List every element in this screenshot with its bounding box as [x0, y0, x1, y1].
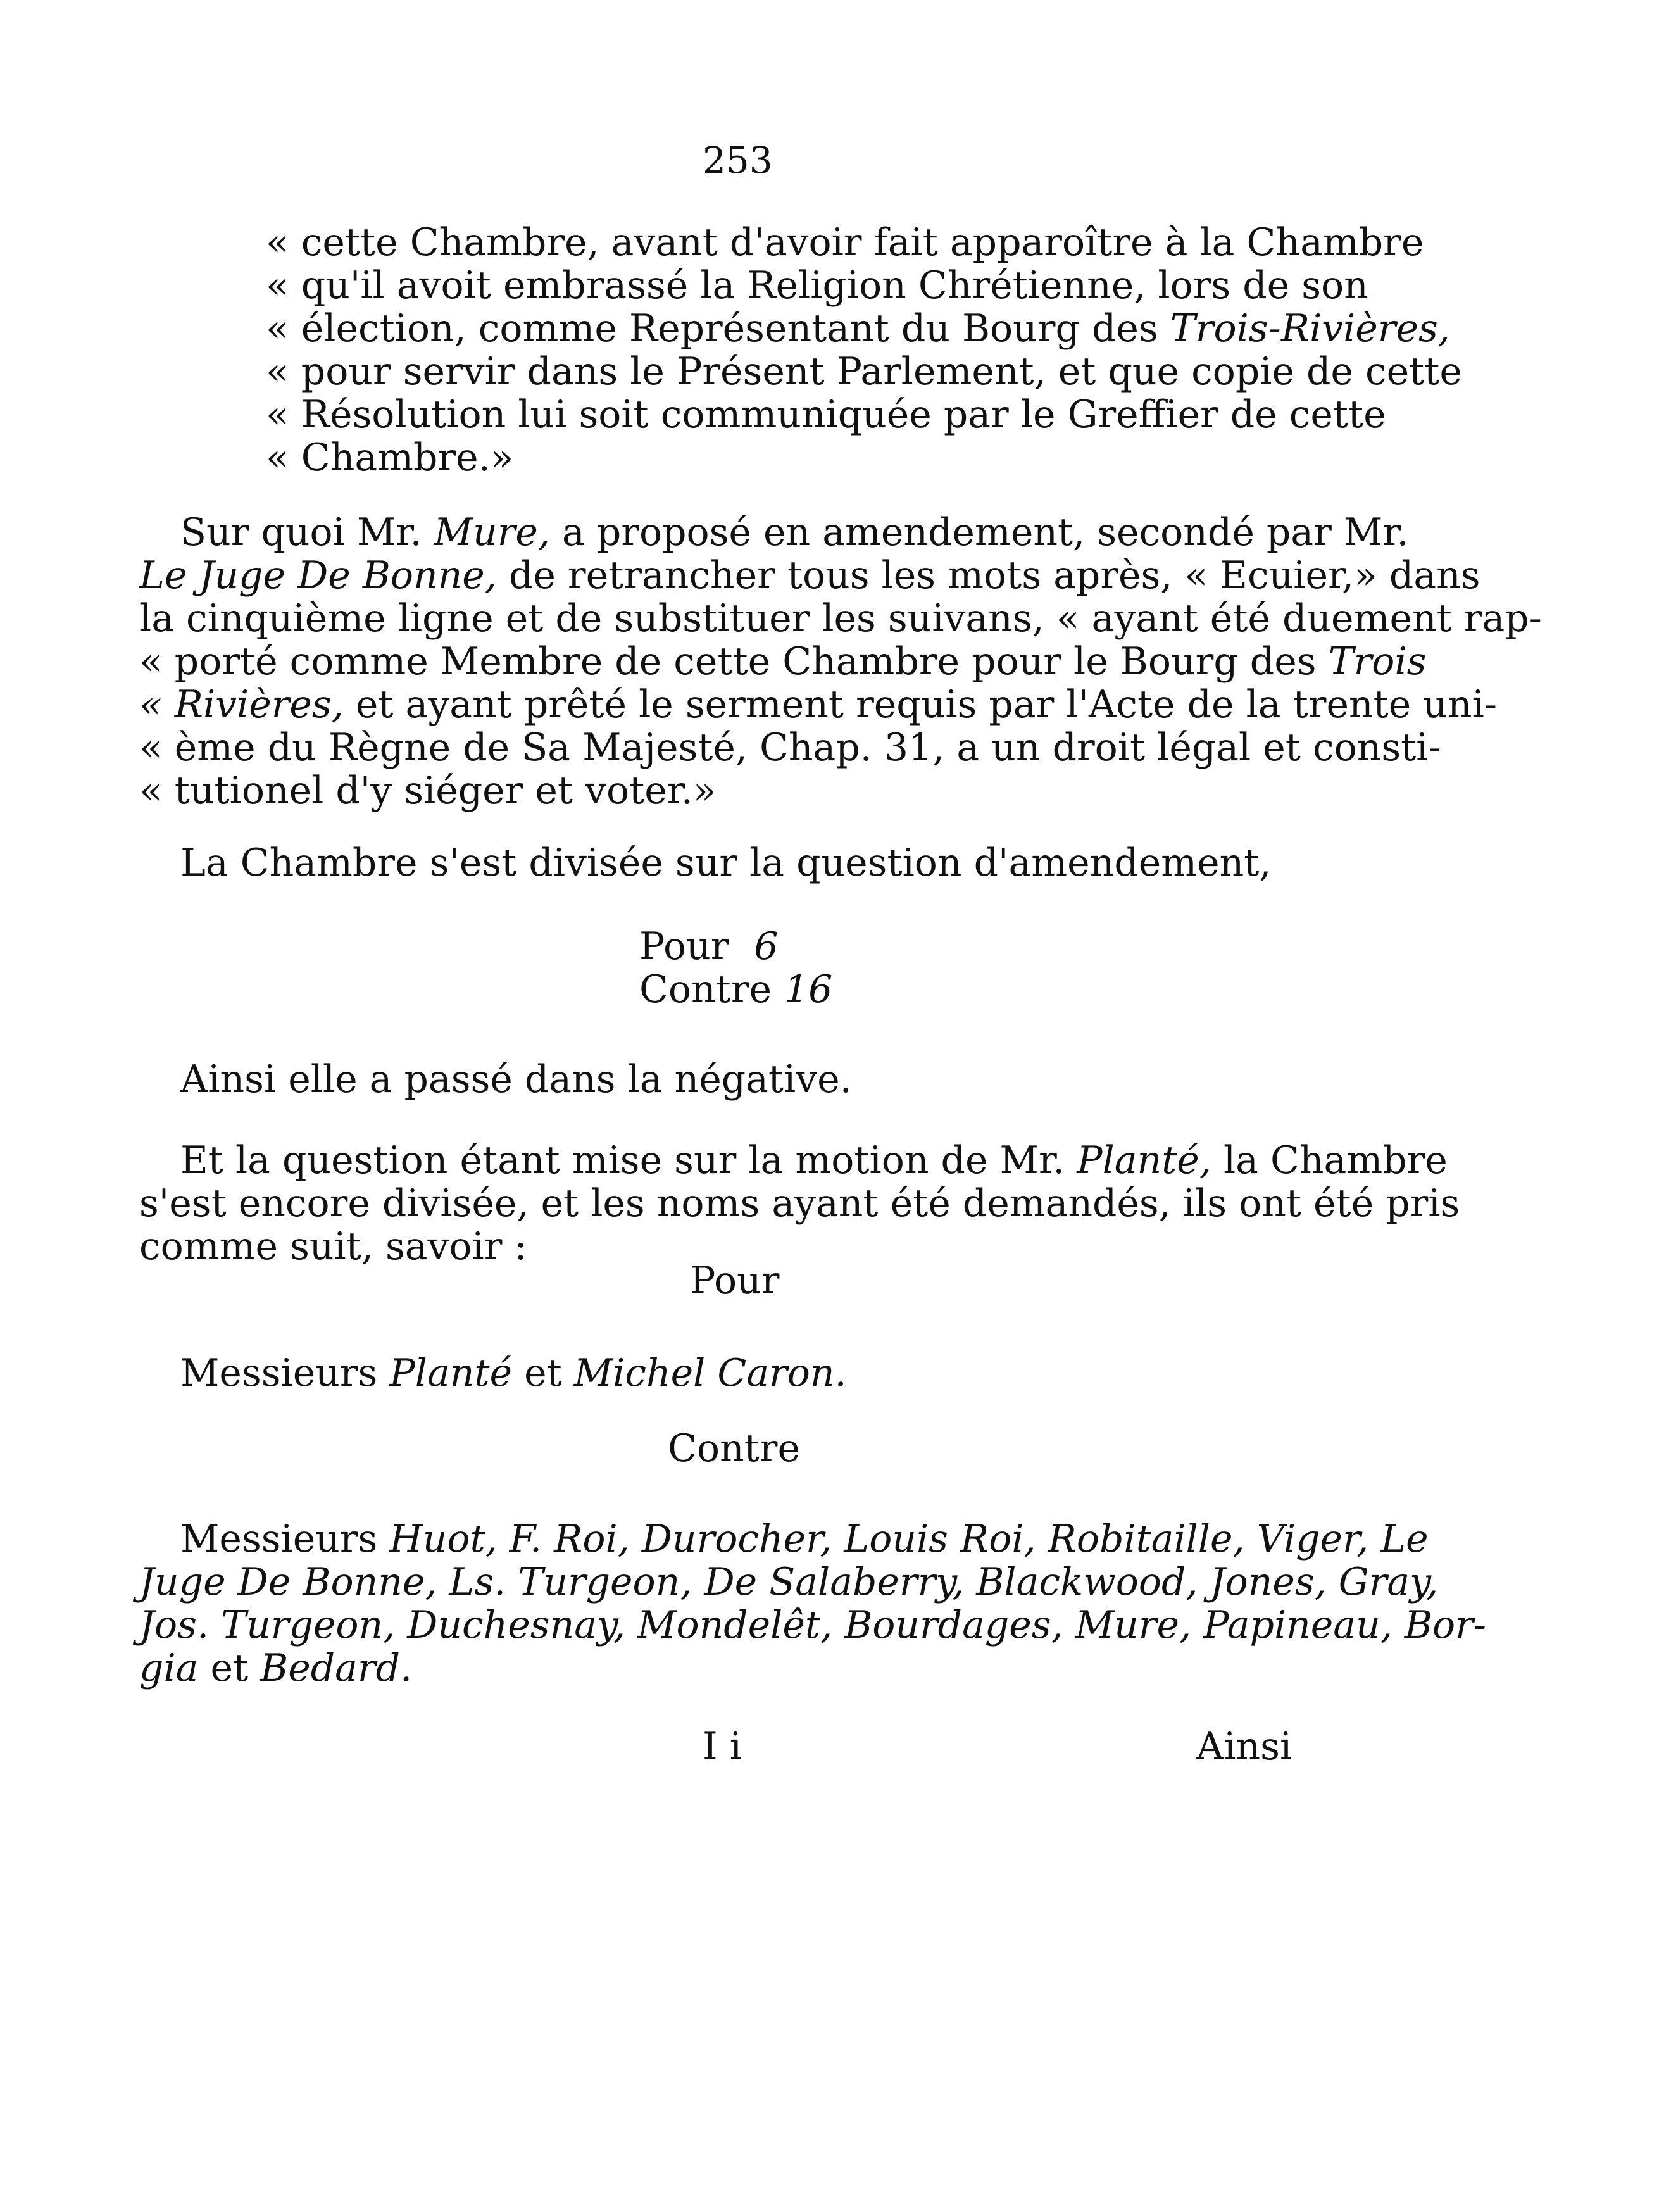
pour-names: [180, 1352, 847, 1394]
amend-text: « porté comme Membre de cette Chambre pour le Bourg des: [139, 639, 1329, 684]
amendment-line: « tutionel d'y siéger et voter.»: [139, 769, 717, 813]
amend-text: Sur quoi Mr.: [180, 510, 434, 555]
vote-row-pour: [639, 926, 779, 967]
vote-label: Pour: [639, 924, 729, 969]
member-name: Planté: [389, 1351, 513, 1395]
division-statement: La Chambre s'est divisée sur la question d'amendement,: [180, 841, 1272, 885]
amendment-line: « ème du Règne de Sa Majesté, Chap. 31, a un droit légal et consti-: [139, 726, 1441, 770]
amendment-line: [180, 512, 1408, 553]
names-line: [139, 1647, 412, 1689]
quote-line: [266, 308, 1450, 349]
member-names: gia: [139, 1646, 199, 1690]
names-text: et: [512, 1351, 574, 1395]
names-line: Jos. Turgeon, Duchesnay, Mondelêt, Bourdages, Mure, Papineau, Bor-: [139, 1603, 1487, 1647]
member-names: Huot, F. Roi, Durocher, Louis Roi, Robitaille, Viger, Le: [389, 1517, 1429, 1561]
vote-count: 16: [784, 967, 833, 1012]
vote-count: 6: [754, 924, 779, 969]
catchword: Ainsi: [1196, 1725, 1292, 1769]
vote-row-contre: [639, 969, 832, 1010]
quote-line: « Chambre.»: [266, 436, 514, 480]
contre-heading: Contre: [668, 1426, 800, 1471]
names-text: Messieurs: [180, 1351, 390, 1395]
amendment-line: [139, 684, 1497, 726]
signature-mark: I i: [703, 1725, 742, 1769]
quote-text: « élection, comme Représentant du Bourg des: [266, 306, 1170, 351]
amend-text: et ayant prêté le serment requis par l'Acte de la trente uni-: [343, 682, 1498, 727]
quote-line: « cette Chambre, avant d'avoir fait apparoître à la Chambre: [266, 220, 1424, 265]
amend-italic: « Rivières,: [139, 682, 344, 727]
amendment-line: [139, 555, 1480, 596]
vote-label: Contre: [639, 967, 772, 1012]
motion-text: Et la question étant mise sur la motion de Mr.: [180, 1138, 1077, 1183]
pour-heading: Pour: [690, 1259, 780, 1303]
motion-line: comme suit, savoir :: [139, 1224, 527, 1269]
amend-italic: Le Juge De Bonne,: [139, 553, 497, 598]
amendment-line: [139, 641, 1426, 682]
quote-line: « qu'il avoit embrassé la Religion Chrétienne, lors de son: [266, 263, 1368, 308]
amend-text: de retrancher tous les mots après, « Ecuier,» dans: [496, 553, 1480, 598]
motion-italic: Planté,: [1077, 1138, 1211, 1183]
motion-line: [180, 1140, 1448, 1181]
page-number: 253: [703, 139, 773, 182]
quote-line: « pour servir dans le Présent Parlement, et que copie de cette: [266, 349, 1462, 394]
amend-italic: Mure,: [434, 510, 550, 555]
amend-text: a proposé en amendement, secondé par Mr.: [549, 510, 1409, 555]
amend-italic: Trois: [1328, 639, 1427, 684]
names-text: Messieurs: [180, 1517, 390, 1561]
negative-result: Ainsi elle a passé dans la négative.: [180, 1057, 852, 1102]
member-names: Bedard.: [260, 1646, 413, 1690]
motion-text: la Chambre: [1211, 1138, 1448, 1183]
motion-line: s'est encore divisée, et les noms ayant été demandés, ils ont été pris: [139, 1181, 1460, 1226]
names-text: et: [198, 1646, 261, 1690]
amendment-line: la cinquième ligne et de substituer les suivans, « ayant été duement rap-: [139, 596, 1542, 641]
quote-line: « Résolution lui soit communiquée par le Greffier de cette: [266, 393, 1386, 437]
member-name: Michel Caron.: [573, 1351, 847, 1395]
quote-italic: Trois-Rivières,: [1170, 306, 1450, 351]
names-line: Juge De Bonne, Ls. Turgeon, De Salaberry, Blackwood, Jones, Gray,: [139, 1560, 1439, 1604]
names-line: [180, 1518, 1429, 1560]
